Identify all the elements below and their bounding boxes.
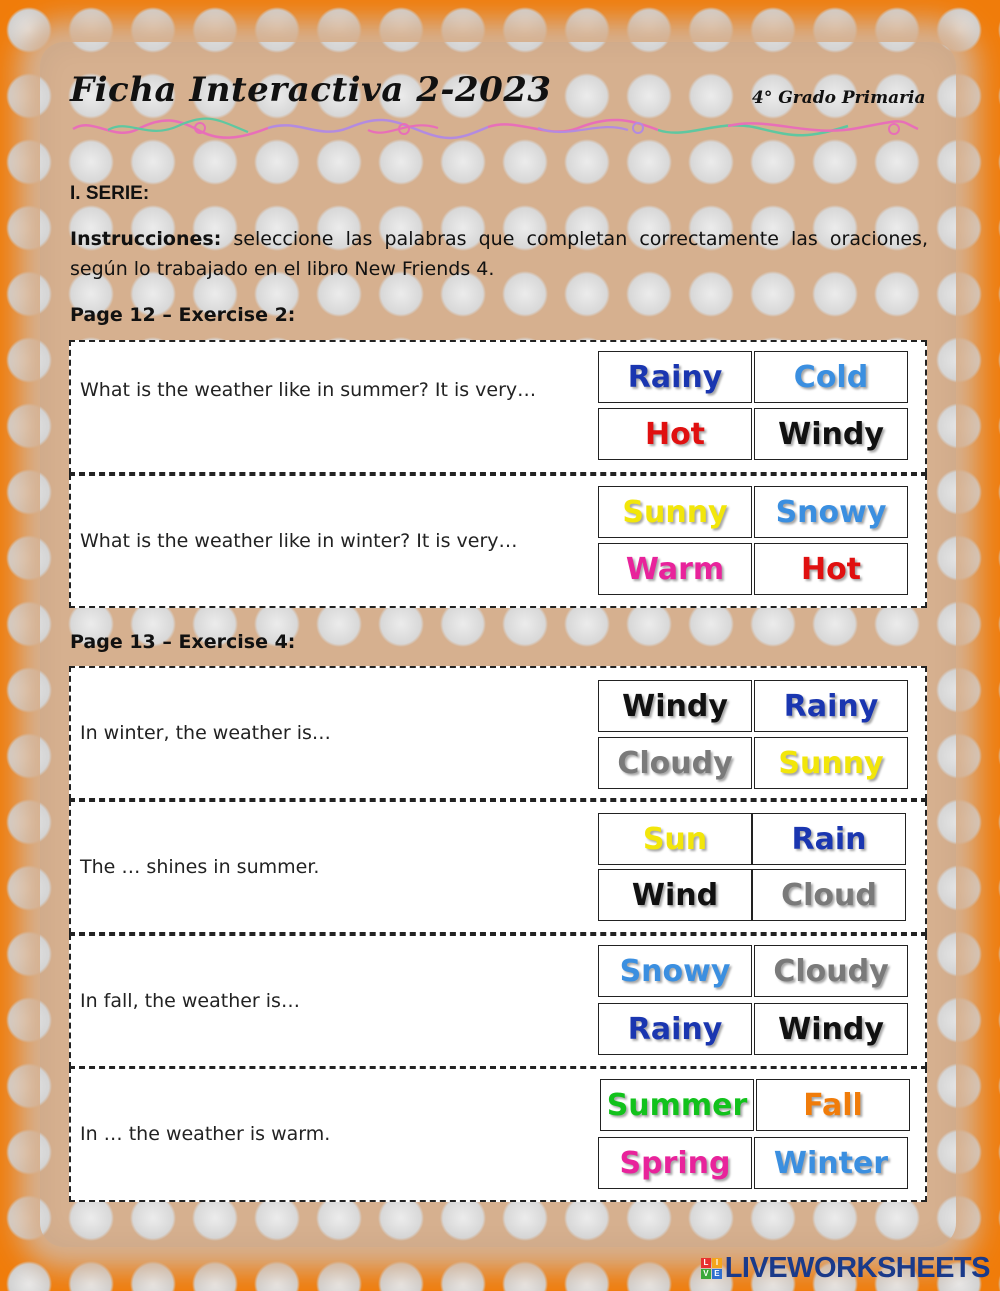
answer-option[interactable]: Summer bbox=[600, 1079, 754, 1131]
answer-option[interactable]: Fall bbox=[756, 1079, 910, 1131]
series-heading: I. SERIE: bbox=[70, 183, 150, 204]
section-heading-page-12: Page 12 – Exercise 2: bbox=[70, 304, 296, 326]
logo-tile: E bbox=[712, 1269, 722, 1279]
liveworksheets-watermark[interactable] bbox=[701, 1252, 990, 1285]
answer-option[interactable]: Snowy bbox=[754, 486, 908, 538]
answer-option[interactable]: Rainy bbox=[598, 351, 752, 403]
answer-option[interactable]: Rainy bbox=[598, 1003, 752, 1055]
question-row bbox=[69, 340, 927, 474]
answer-option[interactable]: Cloudy bbox=[598, 737, 752, 789]
answer-option[interactable]: Sunny bbox=[598, 486, 752, 538]
answer-option[interactable]: Warm bbox=[598, 543, 752, 595]
question-text: What is the weather like in summer? It is very… bbox=[80, 379, 537, 401]
question-row bbox=[69, 666, 927, 800]
answer-option[interactable]: Wind bbox=[598, 869, 752, 921]
answer-option[interactable]: Cloudy bbox=[754, 945, 908, 997]
question-text: In … the weather is warm. bbox=[80, 1123, 331, 1145]
question-row bbox=[69, 800, 927, 934]
question-row bbox=[69, 1067, 927, 1202]
answer-option[interactable]: Windy bbox=[754, 1003, 908, 1055]
instructions-label: Instrucciones: bbox=[70, 228, 222, 250]
answer-option[interactable]: Windy bbox=[598, 680, 752, 732]
answer-option[interactable]: Rain bbox=[752, 813, 906, 865]
answer-option[interactable]: Rainy bbox=[754, 680, 908, 732]
answer-option[interactable]: Cold bbox=[754, 351, 908, 403]
instructions bbox=[70, 224, 928, 284]
grade-label: 4° Grado Primaria bbox=[752, 88, 926, 108]
liveworksheets-logo-icon bbox=[701, 1258, 722, 1279]
logo-tile: I bbox=[712, 1258, 722, 1268]
answer-option[interactable]: Windy bbox=[754, 408, 908, 460]
logo-tile: L bbox=[701, 1258, 711, 1268]
question-row bbox=[69, 934, 927, 1068]
question-text: The … shines in summer. bbox=[80, 856, 320, 878]
answer-option[interactable]: Hot bbox=[598, 408, 752, 460]
question-text: What is the weather like in winter? It is very… bbox=[80, 530, 518, 552]
answer-option[interactable]: Sun bbox=[598, 813, 752, 865]
logo-tile: V bbox=[701, 1269, 711, 1279]
answer-option[interactable]: Cloud bbox=[752, 869, 906, 921]
question-text: In winter, the weather is… bbox=[80, 722, 331, 744]
answer-option[interactable]: Sunny bbox=[754, 737, 908, 789]
decorative-flourish-divider bbox=[68, 114, 926, 144]
answer-option[interactable]: Winter bbox=[754, 1137, 908, 1189]
answer-option[interactable]: Hot bbox=[754, 543, 908, 595]
question-text: In fall, the weather is… bbox=[80, 990, 300, 1012]
worksheet-title: Ficha Interactiva 2-2023 bbox=[70, 70, 552, 110]
question-row bbox=[69, 474, 927, 608]
section-heading-page-13: Page 13 – Exercise 4: bbox=[70, 631, 296, 653]
answer-option[interactable]: Snowy bbox=[598, 945, 752, 997]
watermark-text: LIVEWORKSHEETS bbox=[724, 1252, 990, 1284]
instructions-text: seleccione las palabras que completan correctamente las oraciones, según lo trabajado en el libro New Friends 4. bbox=[70, 228, 928, 280]
answer-option[interactable]: Spring bbox=[598, 1137, 752, 1189]
